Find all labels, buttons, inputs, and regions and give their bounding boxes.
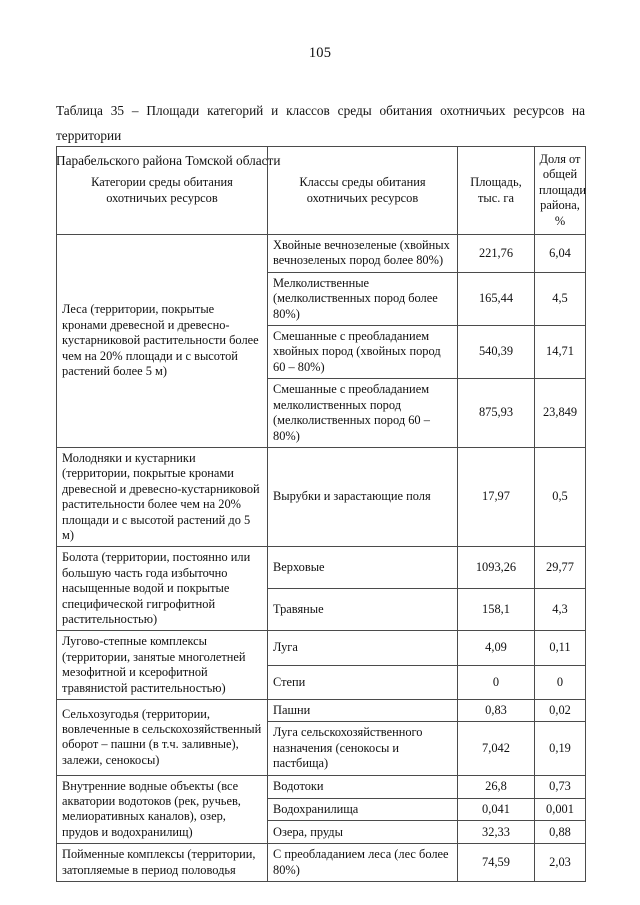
cell-share: 23,849 [535,379,586,448]
cell-area: 1093,26 [458,547,535,589]
cell-share: 0,5 [535,447,586,546]
cell-category: Внутренние водные объекты (все акватории водотоков (рек, ручьев, мелиоративных каналов), озер, прудов и водохранилищ) [57,775,268,844]
cell-share: 0,88 [535,821,586,844]
table-header-row [57,147,586,235]
table-caption-line-1: Таблица 35 – Площади категорий и классов среды обитания охотничьих ресурсов на территории [56,103,585,143]
cell-share: 4,5 [535,272,586,325]
table-caption-line-2: Парабельского района Томской области [56,153,281,168]
cell-category: Лугово-степные комплексы (территории, занятые многолетней мезофитной и ксерофитной травянистой растительностью) [57,631,268,700]
cell-class: С преобладанием леса (лес более 80%) [268,844,458,882]
column-header-area [458,147,535,235]
column-header-class-line-1: Классы среды обитания [299,175,426,190]
column-header-category [57,147,268,235]
cell-class: Луга [268,631,458,665]
table-row [57,235,586,273]
cell-class: Пашни [268,700,458,722]
column-header-class-line-2: охотничьих ресурсов [306,190,419,205]
column-header-category-line-1: Категории среды обитания [91,175,233,190]
cell-area: 4,09 [458,631,535,665]
cell-share: 14,71 [535,326,586,379]
cell-share: 29,77 [535,547,586,589]
cell-class: Травяные [268,589,458,631]
cell-class: Смешанные с преобладанием хвойных пород (хвойных пород 60 – 80%) [268,326,458,379]
table-row [57,631,586,665]
cell-area: 165,44 [458,272,535,325]
cell-share: 0,02 [535,700,586,722]
table-row [57,844,586,882]
cell-category: Молодняки и кустарники (территории, покрытые кронами древесной и древесно-кустарниковой растительности более чем на 20% площади и с высотой растений до 5 м) [57,447,268,546]
table-head [57,147,586,235]
cell-category: Пойменные комплексы (территории, затопляемые в период половодья [57,844,268,882]
cell-share: 6,04 [535,235,586,273]
cell-category: Сельхозугодья (территории, вовлеченные в сельскохозяйственный оборот – пашни (в т.ч. заливные), залежи, сенокосы) [57,700,268,776]
cell-area: 26,8 [458,775,535,798]
column-header-class [268,147,458,235]
page-number: 105 [308,45,332,61]
cell-class: Степи [268,665,458,699]
cell-area: 158,1 [458,589,535,631]
cell-share: 0 [535,665,586,699]
cell-area: 0,83 [458,700,535,722]
cell-category: Леса (территории, покрытые кронами древесной и древесно-кустарниковой растительности более чем на 20% площади и с высотой растений более 5 м) [57,235,268,448]
cell-share: 0,73 [535,775,586,798]
table-body [57,235,586,882]
cell-share: 0,19 [535,722,586,775]
cell-area: 0,041 [458,798,535,821]
cell-category: Болота (территории, постоянно или большую часть года избыточно насыщенные водой и покрытые специфической гигрофитной растительностью) [57,547,268,631]
cell-area: 875,93 [458,379,535,448]
column-header-category-line-2: охотничьих ресурсов [106,190,218,205]
table-row [57,700,586,722]
cell-class: Водотоки [268,775,458,798]
cell-share: 2,03 [535,844,586,882]
table-row [57,447,586,546]
cell-area: 221,76 [458,235,535,273]
cell-share: 0,001 [535,798,586,821]
column-header-share [535,147,586,235]
cell-class: Мелколиственные (мелколиственных пород более 80%) [268,272,458,325]
cell-class: Верховые [268,547,458,589]
cell-class: Луга сельскохозяйственного назначения (сенокосы и пастбища) [268,722,458,775]
column-header-share-line-4: района, % [540,198,580,228]
column-header-share-line-1: Доля от [539,152,581,166]
cell-class: Смешанные с преобладанием мелколиственных пород (мелколиственных пород 60 – 80%) [268,379,458,448]
habitat-areas-table [56,146,586,882]
cell-area: 7,042 [458,722,535,775]
cell-area: 74,59 [458,844,535,882]
column-header-share-line-3: площади [539,182,586,197]
cell-area: 540,39 [458,326,535,379]
cell-area: 0 [458,665,535,699]
table-row [57,547,586,589]
cell-class: Вырубки и зарастающие поля [268,447,458,546]
cell-class: Водохранилища [268,798,458,821]
column-header-area-line-1: Площадь, [470,175,522,190]
column-header-share-line-2: общей [542,167,578,182]
cell-area: 17,97 [458,447,535,546]
cell-class: Озера, пруды [268,821,458,844]
column-header-area-line-2: тыс. га [477,190,515,205]
cell-class: Хвойные вечнозеленые (хвойных вечнозеленых пород более 80%) [268,235,458,273]
cell-area: 32,33 [458,821,535,844]
cell-share: 0,11 [535,631,586,665]
table-row [57,775,586,798]
cell-share: 4,3 [535,589,586,631]
